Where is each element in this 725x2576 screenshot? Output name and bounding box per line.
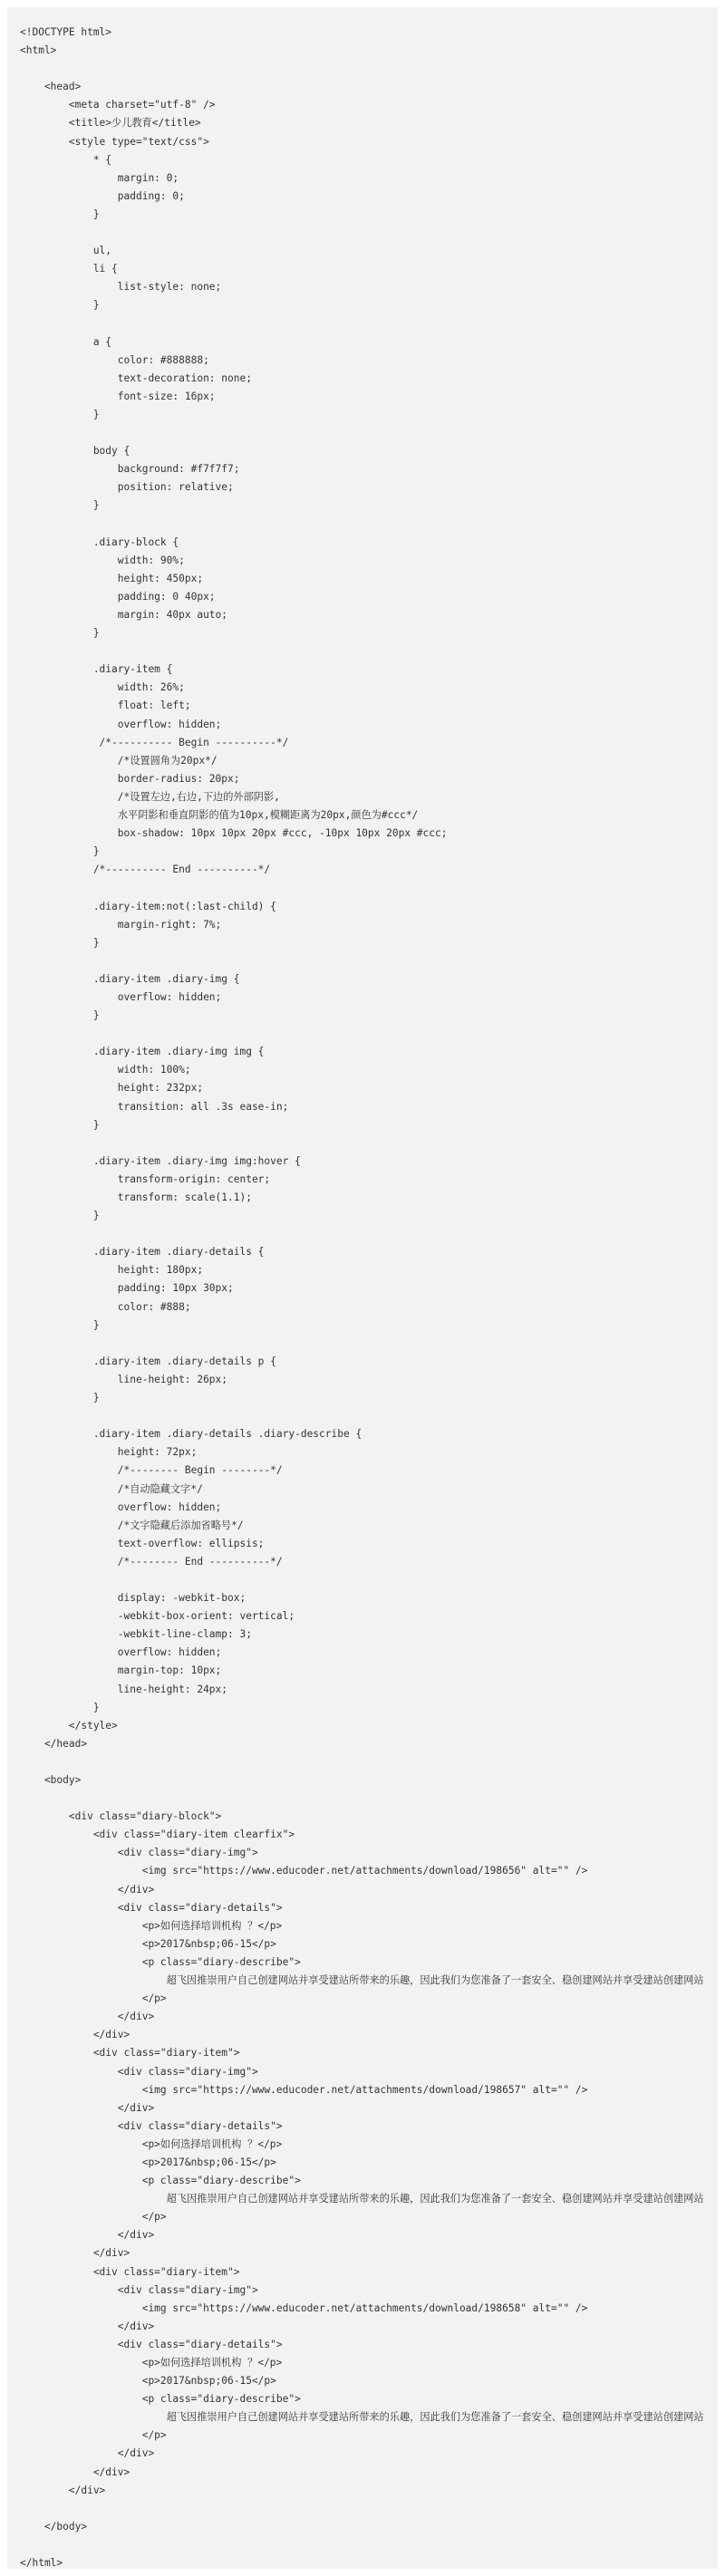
code-line: box-shadow: 10px 10px 20px #ccc, -10px 10px 20px #ccc; bbox=[20, 827, 448, 840]
code-line bbox=[20, 1134, 718, 1153]
code-line bbox=[20, 424, 718, 442]
code-line bbox=[20, 224, 718, 242]
code-line bbox=[20, 1790, 718, 1808]
code-line: </p> bbox=[20, 1992, 167, 2005]
code-line: .diary-item .diary-details .diary-describe { bbox=[20, 1428, 362, 1441]
code-line: height: 72px; bbox=[20, 1446, 198, 1459]
code-line: list-style: none; bbox=[20, 281, 222, 294]
code-line: <p class="diary-describe"> bbox=[20, 1955, 301, 1968]
code-line: <p>如何选择培训机构 ？</p> bbox=[20, 1919, 283, 1932]
code-line: padding: 10px 30px; bbox=[20, 1282, 234, 1295]
code-line: .diary-item { bbox=[20, 663, 173, 676]
code-line bbox=[20, 642, 718, 661]
code-line: transition: all .3s ease-in; bbox=[20, 1100, 289, 1113]
code-line: text-overflow: ellipsis; bbox=[20, 1537, 265, 1549]
code-line: .diary-item:not(:last-child) { bbox=[20, 900, 276, 912]
code-block bbox=[7, 7, 718, 2569]
code-line: color: #888; bbox=[20, 1300, 191, 1313]
code-line: </div> bbox=[20, 2465, 130, 2478]
code-line: .diary-item .diary-img img:hover { bbox=[20, 1154, 301, 1167]
code-line: <div class="diary-details"> bbox=[20, 1901, 283, 1914]
code-line: </div> bbox=[20, 2029, 130, 2041]
code-line bbox=[20, 1571, 718, 1589]
code-line: text-decoration: none; bbox=[20, 371, 252, 384]
code-line: <meta charset="utf-8" /> bbox=[20, 99, 216, 111]
code-line: <div class="diary-details"> bbox=[20, 2119, 283, 2132]
code-line: <!DOCTYPE html> bbox=[20, 26, 112, 38]
code-line: <p class="diary-describe"> bbox=[20, 2393, 301, 2406]
code-line: ul, bbox=[20, 245, 112, 257]
code-line: 水平阴影和垂直阴影的值为10px,模糊距离为20px,颜色为#ccc*/ bbox=[20, 809, 419, 822]
code-line: /*---------- Begin ----------*/ bbox=[20, 736, 289, 748]
code-line bbox=[20, 516, 718, 534]
code-line: li { bbox=[20, 263, 118, 275]
code-line bbox=[20, 1025, 718, 1043]
code-line: <img src="https://www.educoder.net/attachments/download/198658" alt="" /> bbox=[20, 2301, 588, 2314]
code-line: 超飞因推崇用户自己创建网站并享受建站所带来的乐趣，因此我们为您准备了一套安全、稳创建网站并享受建站创建网站 bbox=[20, 1974, 704, 1987]
code-line: width: 100%; bbox=[20, 1064, 191, 1076]
code-line: /*-------- Begin --------*/ bbox=[20, 1464, 283, 1477]
code-lines bbox=[20, 24, 718, 2569]
code-line: <p>如何选择培训机构 ？</p> bbox=[20, 2357, 283, 2369]
code-line bbox=[20, 60, 718, 78]
code-line: overflow: hidden; bbox=[20, 1646, 222, 1659]
code-line: /*自动隐藏文字*/ bbox=[20, 1482, 203, 1495]
code-line: float: left; bbox=[20, 699, 191, 712]
code-line: a { bbox=[20, 335, 112, 348]
code-line: position: relative; bbox=[20, 481, 234, 494]
code-line: padding: 0 40px; bbox=[20, 590, 216, 603]
code-line: <p>2017&nbsp;06-15</p> bbox=[20, 2156, 276, 2168]
code-line: </div> bbox=[20, 2484, 106, 2496]
code-line: /*设置左边,右边,下边的外部阴影, bbox=[20, 790, 280, 803]
code-line: </div> bbox=[20, 2101, 155, 2114]
code-line: </body> bbox=[20, 2520, 88, 2533]
code-line: /*设置圆角为20px*/ bbox=[20, 754, 218, 767]
code-line: } bbox=[20, 1318, 100, 1331]
code-line: /*---------- End ----------*/ bbox=[20, 863, 271, 876]
code-line: } bbox=[20, 1701, 100, 1713]
code-line: line-height: 26px; bbox=[20, 1373, 228, 1385]
code-line: height: 180px; bbox=[20, 1264, 204, 1277]
code-line: .diary-item .diary-img { bbox=[20, 972, 240, 985]
code-line: <img src="https://www.educoder.net/attachments/download/198656" alt="" /> bbox=[20, 1865, 588, 1877]
code-line: background: #f7f7f7; bbox=[20, 463, 240, 476]
code-line: <div class="diary-item"> bbox=[20, 2047, 240, 2060]
code-line: overflow: hidden; bbox=[20, 990, 222, 1003]
code-line: </div> bbox=[20, 2447, 155, 2460]
code-line: <head> bbox=[20, 81, 82, 93]
code-line: </div> bbox=[20, 2320, 155, 2332]
code-line: <div class="diary-img"> bbox=[20, 2065, 258, 2078]
code-line: .diary-item .diary-details { bbox=[20, 1246, 265, 1259]
code-line: } bbox=[20, 207, 100, 220]
code-line: <div class="diary-item"> bbox=[20, 2265, 240, 2278]
code-line: </head> bbox=[20, 1737, 88, 1750]
code-line: <div class="diary-img"> bbox=[20, 2283, 258, 2296]
code-line: width: 26%; bbox=[20, 681, 185, 694]
code-line: </div> bbox=[20, 2229, 155, 2242]
code-line: <div class="diary-img"> bbox=[20, 1847, 258, 1859]
code-line: * { bbox=[20, 153, 112, 166]
code-line: } bbox=[20, 408, 100, 420]
code-line: margin-top: 10px; bbox=[20, 1664, 222, 1677]
code-line: height: 232px; bbox=[20, 1082, 204, 1095]
code-line: </html> bbox=[20, 2557, 63, 2569]
code-line: font-size: 16px; bbox=[20, 390, 216, 402]
code-line: margin: 40px auto; bbox=[20, 609, 228, 621]
code-line: <p class="diary-describe"> bbox=[20, 2175, 301, 2187]
code-line: } bbox=[20, 499, 100, 512]
code-line: } bbox=[20, 845, 100, 858]
code-line: <html> bbox=[20, 44, 57, 57]
code-line: color: #888888; bbox=[20, 353, 209, 366]
code-line: width: 90%; bbox=[20, 554, 185, 566]
code-line bbox=[20, 1335, 718, 1353]
code-line bbox=[20, 1225, 718, 1243]
code-line: height: 450px; bbox=[20, 572, 204, 584]
code-line: -webkit-line-clamp: 3; bbox=[20, 1628, 252, 1641]
code-line bbox=[20, 1407, 718, 1425]
code-line: } bbox=[20, 936, 100, 949]
code-line: } bbox=[20, 1392, 100, 1404]
code-line: <title>少儿教育</title> bbox=[20, 117, 201, 130]
code-line: } bbox=[20, 1118, 100, 1131]
code-line: </style> bbox=[20, 1719, 118, 1732]
code-line: <body> bbox=[20, 1774, 82, 1786]
code-line: <div class="diary-details"> bbox=[20, 2338, 283, 2350]
code-line bbox=[20, 2536, 718, 2554]
code-line: transform: scale(1.1); bbox=[20, 1192, 252, 1203]
code-line: } bbox=[20, 1009, 100, 1022]
code-line bbox=[20, 879, 718, 897]
code-line: line-height: 24px; bbox=[20, 1683, 228, 1695]
code-line: } bbox=[20, 299, 100, 312]
code-line: } bbox=[20, 1210, 100, 1222]
code-line: 超飞因推崇用户自己创建网站并享受建站所带来的乐趣，因此我们为您准备了一套安全、稳创建网站并享受建站创建网站 bbox=[20, 2193, 704, 2205]
code-line: margin-right: 7%; bbox=[20, 918, 222, 931]
code-line: </p> bbox=[20, 2211, 167, 2224]
code-line: .diary-item .diary-details p { bbox=[20, 1355, 276, 1367]
code-line: <div class="diary-block"> bbox=[20, 1810, 222, 1823]
code-line: padding: 0; bbox=[20, 189, 185, 202]
code-line: border-radius: 20px; bbox=[20, 772, 240, 785]
code-line bbox=[20, 2500, 718, 2518]
code-line: 超飞因推崇用户自己创建网站并享受建站所带来的乐趣，因此我们为您准备了一套安全、稳创建网站并享受建站创建网站 bbox=[20, 2411, 704, 2424]
code-line bbox=[20, 315, 718, 333]
code-line: <div class="diary-item clearfix"> bbox=[20, 1828, 295, 1841]
code-line: <p>2017&nbsp;06-15</p> bbox=[20, 2375, 276, 2388]
code-line: -webkit-box-orient: vertical; bbox=[20, 1610, 295, 1623]
code-line: margin: 0; bbox=[20, 171, 179, 184]
code-line: /*-------- End ----------*/ bbox=[20, 1555, 283, 1568]
code-line: <style type="text/css"> bbox=[20, 135, 209, 148]
code-line: .diary-item .diary-img img { bbox=[20, 1046, 265, 1058]
code-line: </div> bbox=[20, 2011, 155, 2023]
code-line: </div> bbox=[20, 1883, 155, 1896]
code-line: } bbox=[20, 627, 100, 640]
code-line: overflow: hidden; bbox=[20, 718, 222, 730]
code-line: <p>2017&nbsp;06-15</p> bbox=[20, 1937, 276, 1950]
code-line: display: -webkit-box; bbox=[20, 1592, 246, 1605]
code-line: <p>如何选择培训机构 ？</p> bbox=[20, 2137, 283, 2150]
code-line: <img src="https://www.educoder.net/attachments/download/198657" alt="" /> bbox=[20, 2083, 588, 2096]
code-line bbox=[20, 952, 718, 970]
code-line bbox=[20, 1753, 718, 1771]
code-line: overflow: hidden; bbox=[20, 1500, 222, 1513]
code-line: </p> bbox=[20, 2429, 167, 2442]
code-line: body { bbox=[20, 445, 130, 458]
code-line: </div> bbox=[20, 2247, 130, 2260]
code-line: transform-origin: center; bbox=[20, 1172, 271, 1185]
code-line: /*文字隐藏后添加省略号*/ bbox=[20, 1519, 244, 1531]
code-line: .diary-block { bbox=[20, 535, 179, 548]
